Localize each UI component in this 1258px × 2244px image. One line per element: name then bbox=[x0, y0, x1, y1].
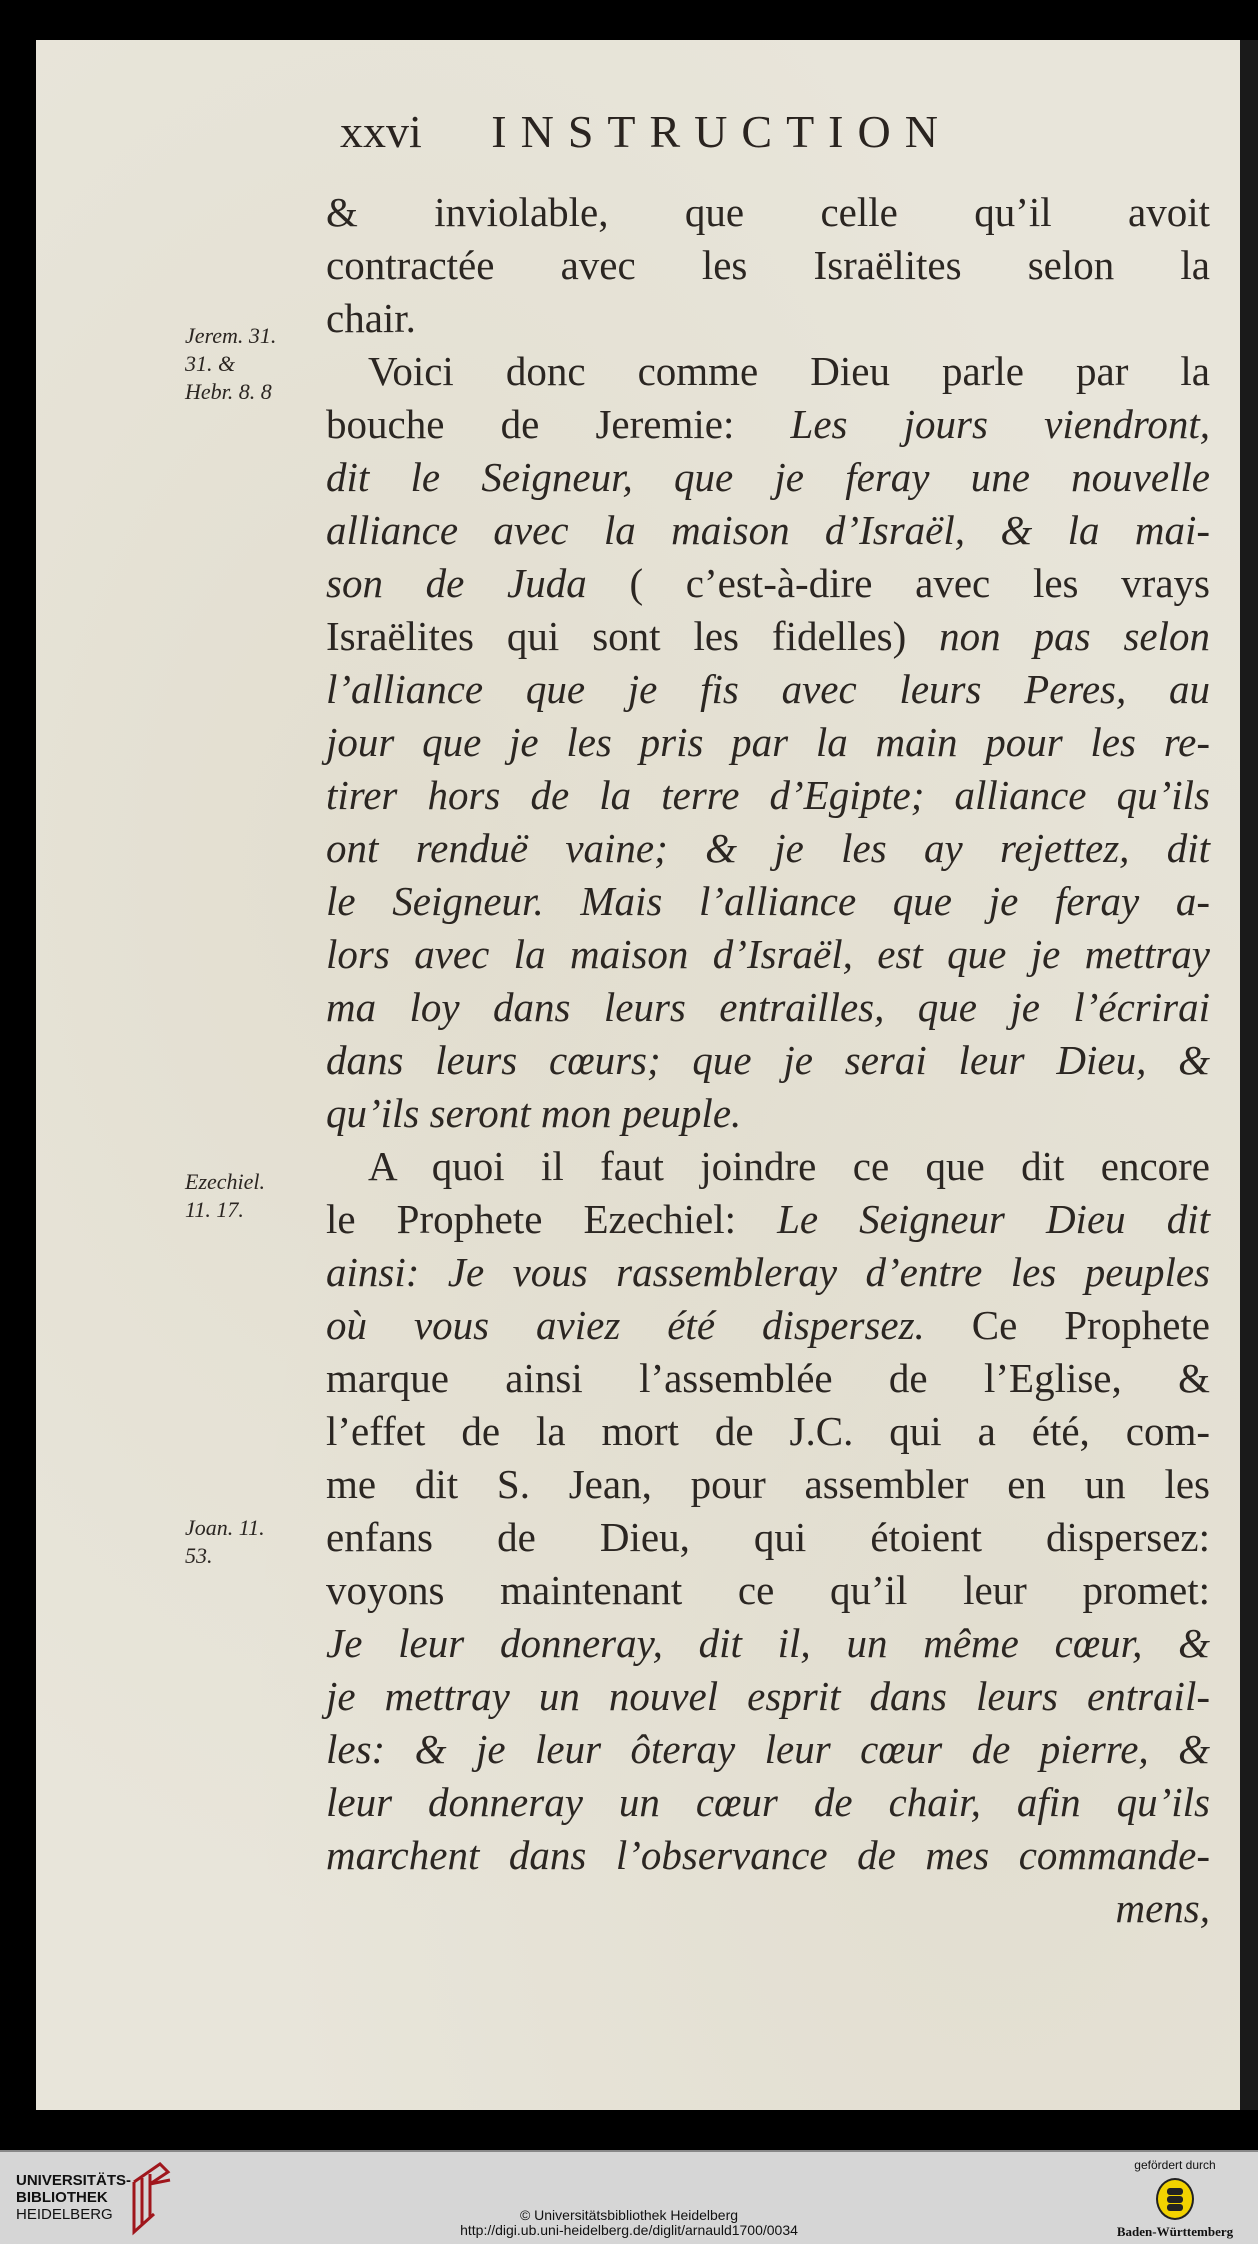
italic-text: non pas selon bbox=[939, 613, 1210, 659]
text-line bbox=[326, 1458, 1210, 1511]
body-text bbox=[326, 186, 1210, 1935]
permalink[interactable]: http://digi.ub.uni-heidelberg.de/diglit/arnauld1700/0034 bbox=[460, 2222, 798, 2238]
library-name-line: UNIVERSITÄTS- bbox=[16, 2172, 132, 2189]
italic-text: dit le Seigneur, que je feray une nouvelle bbox=[326, 454, 1210, 500]
roman-text: le Prophete Ezechiel: bbox=[326, 1196, 778, 1242]
italic-text: dans leurs cœurs; que je serai leur Dieu, & bbox=[326, 1037, 1210, 1083]
italic-text: alliance avec la maison d’Israël, & la mai- bbox=[326, 507, 1210, 553]
text-line bbox=[326, 1352, 1210, 1405]
text-line bbox=[326, 1723, 1210, 1776]
text-line bbox=[326, 1882, 1210, 1935]
margin-note-ezechiel: Ezechiel. 11. 17. bbox=[185, 1169, 266, 1222]
italic-text: jour que je les pris par la main pour les re- bbox=[326, 719, 1210, 765]
roman-text: contractée avec les Israëlites selon la bbox=[326, 242, 1210, 288]
text-line bbox=[326, 398, 1210, 451]
roman-text: Ce Prophete bbox=[971, 1302, 1210, 1348]
italic-text: Le Seigneur Dieu dit bbox=[777, 1196, 1210, 1242]
italic-text: les: & je leur ôteray leur cœur de pierre, & bbox=[326, 1726, 1210, 1772]
italic-text: où vous aviez été dispersez. bbox=[326, 1302, 972, 1348]
text-line bbox=[326, 1670, 1210, 1723]
text-line bbox=[326, 1299, 1210, 1352]
text-line bbox=[326, 239, 1210, 292]
italic-text: Les jours viendront, bbox=[790, 401, 1210, 447]
text-line bbox=[326, 451, 1210, 504]
text-line bbox=[326, 822, 1210, 875]
coat-of-arms-icon bbox=[1156, 2178, 1194, 2220]
roman-text: ( c’est-à-dire avec les vrays bbox=[629, 560, 1210, 606]
text-line bbox=[326, 292, 1210, 345]
text-line bbox=[326, 1829, 1210, 1882]
italic-text: qu’ils seront mon peuple. bbox=[326, 1090, 742, 1136]
margin-note-jeremiah: Jerem. 31. 31. & Hebr. 8. 8 bbox=[185, 323, 277, 404]
text-line bbox=[326, 1776, 1210, 1829]
footer-bar bbox=[0, 2150, 1258, 2244]
italic-text: le Seigneur. Mais l’alliance que je feray a- bbox=[326, 878, 1210, 924]
text-line bbox=[326, 345, 1210, 398]
text-line bbox=[326, 928, 1210, 981]
italic-text: marchent dans l’observance de mes commande- bbox=[326, 1832, 1210, 1878]
text-line bbox=[326, 769, 1210, 822]
text-line bbox=[326, 875, 1210, 928]
page-number: xxvi bbox=[340, 106, 422, 157]
roman-text: Voici donc comme Dieu parle par la bbox=[368, 348, 1210, 394]
copyright-text: © Universitätsbibliothek Heidelberg bbox=[519, 2207, 739, 2223]
italic-text: ma loy dans leurs entrailles, que je l’écrirai bbox=[326, 984, 1210, 1030]
funder-block bbox=[1110, 2158, 1240, 2240]
text-line bbox=[326, 716, 1210, 769]
margin-note-john: Joan. 11. 53. bbox=[185, 1515, 265, 1568]
library-name-line: BIBLIOTHEK bbox=[16, 2189, 108, 2206]
italic-text: ont renduë vaine; & je les ay rejettez, dit bbox=[326, 825, 1210, 871]
text-line bbox=[326, 1034, 1210, 1087]
italic-text: je mettray un nouvel esprit dans leurs entrail- bbox=[326, 1673, 1210, 1719]
text-line bbox=[326, 1564, 1210, 1617]
library-name-line: HEIDELBERG bbox=[16, 2206, 113, 2223]
text-line bbox=[326, 1193, 1210, 1246]
text-line bbox=[326, 1087, 1210, 1140]
italic-text: ainsi: Je vous rassembleray d’entre les peuples bbox=[326, 1249, 1210, 1295]
text-line bbox=[326, 557, 1210, 610]
running-header bbox=[340, 105, 1210, 158]
text-line bbox=[326, 610, 1210, 663]
roman-text: enfans de Dieu, qui étoient dispersez: bbox=[326, 1514, 1210, 1560]
text-line bbox=[326, 663, 1210, 716]
funder-name: Baden-Württemberg bbox=[1116, 2224, 1234, 2239]
italic-text: son de Juda bbox=[326, 560, 630, 606]
text-line bbox=[326, 504, 1210, 557]
text-line bbox=[326, 1246, 1210, 1299]
roman-text: & inviolable, que celle qu’il avoit bbox=[326, 189, 1210, 235]
copyright-block bbox=[0, 2208, 1258, 2238]
text-line bbox=[326, 186, 1210, 239]
italic-text: mens, bbox=[1115, 1885, 1210, 1931]
italic-text: lors avec la maison d’Israël, est que je mettray bbox=[326, 931, 1210, 977]
roman-text: chair. bbox=[326, 295, 416, 341]
roman-text: me dit S. Jean, pour assembler en un les bbox=[326, 1461, 1210, 1507]
running-title: INSTRUCTION bbox=[491, 106, 952, 157]
italic-text: leur donneray un cœur de chair, afin qu’ils bbox=[326, 1779, 1210, 1825]
text-line bbox=[326, 1405, 1210, 1458]
roman-text: A quoi il faut joindre ce que dit encore bbox=[368, 1143, 1210, 1189]
text-line bbox=[326, 981, 1210, 1034]
italic-text: tirer hors de la terre d’Egipte; alliance qu’ils bbox=[326, 772, 1210, 818]
italic-text: Je leur donneray, dit il, un même cœur, & bbox=[326, 1620, 1210, 1666]
text-line bbox=[326, 1140, 1210, 1193]
roman-text: Israëlites qui sont les fidelles) bbox=[326, 613, 940, 659]
funded-by-label: gefördert durch bbox=[1134, 2158, 1216, 2172]
roman-text: marque ainsi l’assemblée de l’Eglise, & bbox=[326, 1355, 1210, 1401]
roman-text: voyons maintenant ce qu’il leur promet: bbox=[326, 1567, 1210, 1613]
roman-text: l’effet de la mort de J.C. qui a été, com- bbox=[326, 1408, 1210, 1454]
italic-text: l’alliance que je fis avec leurs Peres, au bbox=[326, 666, 1210, 712]
text-line bbox=[326, 1617, 1210, 1670]
roman-text: bouche de Jeremie: bbox=[326, 401, 791, 447]
text-line bbox=[326, 1511, 1210, 1564]
page-edge bbox=[1240, 40, 1258, 2110]
